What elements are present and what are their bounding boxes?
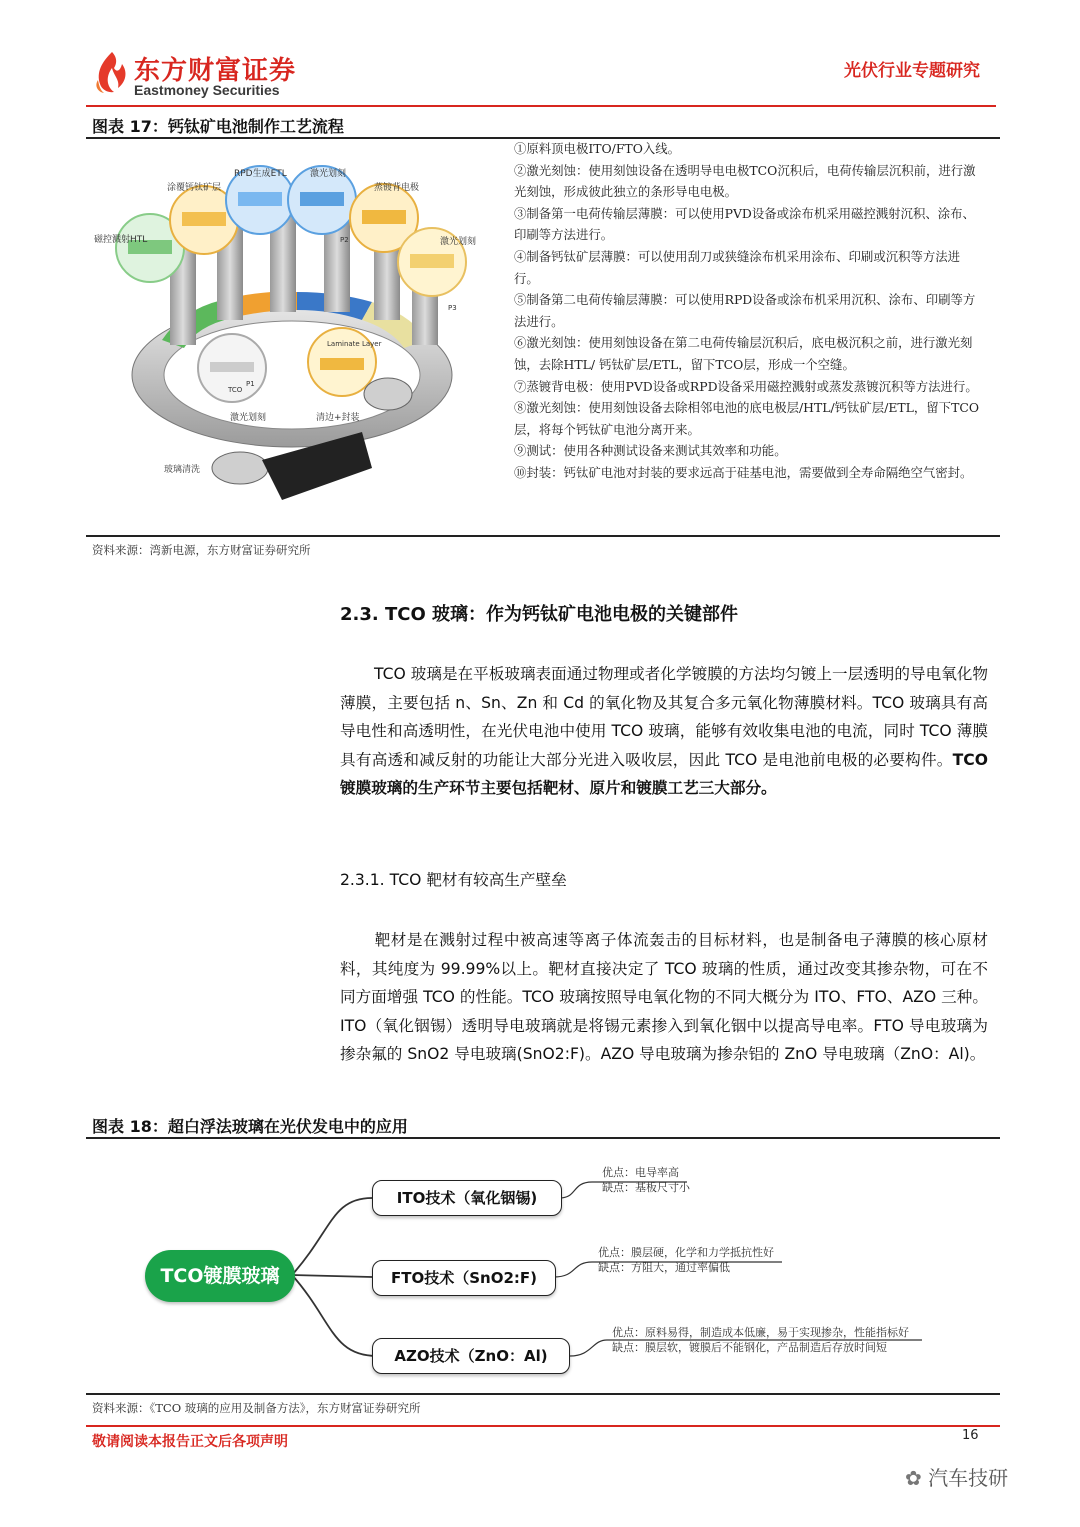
process-step: ⑦蒸镀背电极：使用PVD设备或RPD设备采用磁控溅射或蒸发蒸镀沉积等方法进行。: [514, 378, 978, 394]
figure17-source: 资料来源：湾新电源，东方财富证券研究所: [92, 543, 311, 557]
figure17-bottom-rule: [86, 535, 1000, 537]
paragraph-tco-intro-bold: TCO 镀膜玻璃的生产环节主要包括靶材、原片和镀膜工艺三大部分。: [340, 750, 988, 797]
diagram-label-laminate: Laminate Layer: [327, 340, 382, 348]
diagram-label-glass-clean: 玻璃清洗: [164, 465, 201, 475]
figure18-bottom-rule: [86, 1393, 1000, 1395]
company-logo: [92, 48, 332, 104]
diagram-label-evap: 蒸镀背电极: [374, 183, 420, 193]
tco-mind-map: [92, 1150, 992, 1390]
figure18-source: 资料来源：《TCO 玻璃的应用及制备方法》，东方财富证券研究所: [92, 1401, 421, 1415]
diagram-label-p3: P3: [448, 304, 457, 312]
diagram-label-p2: P2: [340, 236, 349, 244]
process-step: ②激光刻蚀：使用刻蚀设备在透明导电电极TCO沉积后，电荷传输层沉积前，进行激光刻蚀，形成彼此独立的条形导电电极。: [514, 162, 976, 200]
process-step: ⑧激光刻蚀：使用刻蚀设备去除相邻电池的底电极层/HTL/钙钛矿层/ETL，留下TCO层，将每个钙钛矿电池分离开来。: [514, 400, 979, 437]
page-number: 16: [962, 1428, 979, 1443]
azo-pros: 优点：原料易得，制造成本低廉，易于实现掺杂，性能指标好: [612, 1326, 909, 1339]
logo-chinese-name: 东方财富证券: [134, 56, 297, 86]
branch-fto: FTO技术（SnO2:F): [372, 1260, 556, 1296]
diagram-label-laser1: 激光划刻: [310, 169, 347, 179]
diagram-label-laser3: 激光划刻: [230, 413, 267, 423]
section-heading: 2.3. TCO 玻璃：作为钙钛矿电池电极的关键部件: [340, 604, 739, 625]
logo-english-name: Eastmoney Securities: [134, 82, 280, 98]
fto-cons: 缺点：方阻大，通过率偏低: [598, 1261, 730, 1274]
footer-divider: [86, 1425, 1000, 1427]
diagram-label-tco: TCO: [228, 386, 243, 394]
perovskite-process-diagram: [92, 150, 502, 525]
process-step: ⑤制备第二电荷传输层薄膜：可以使用RPD设备或涂布机采用沉积、涂布、印刷等方法进行。: [514, 292, 976, 329]
process-bubble-laminate: [308, 328, 376, 396]
watermark-text: 汽车技研: [928, 1466, 1009, 1490]
process-steps-list: [514, 138, 984, 484]
diagram-label-rpd-etl: RPD生成ETL: [234, 169, 287, 179]
process-step: ⑨测试：使用各种测试设备来测试其效率和功能。: [514, 443, 787, 459]
paragraph-tco-intro: [340, 660, 988, 803]
header-divider: [86, 105, 996, 107]
logo-flame-icon: [92, 50, 130, 94]
diagram-label-coat: 涂覆钙钛矿层: [167, 183, 222, 193]
paragraph-target-material: [340, 926, 988, 1069]
branch-ito: ITO技术（氧化铟锡): [372, 1180, 562, 1216]
diagram-label-htl: 磁控溅射HTL: [94, 235, 148, 245]
figure18-title: 图表 18：超白浮法玻璃在光伏发电中的应用: [92, 1117, 408, 1136]
process-step: ⑩封装：钙钛矿电池对封装的要求远高于硅基电池，需要做到全寿命隔绝空气密封。: [514, 464, 973, 480]
paragraph-tco-intro-text: TCO 玻璃是在平板玻璃表面通过物理或者化学镀膜的方法均匀镀上一层透明的导电氧化物薄膜，主要包括 n、Sn、Zn 和 Cd 的氧化物及其复合多元氧化物薄膜材料。TCO 玻璃具有高导电性和高透明性，在光伏电池中使用 TCO 玻璃，能够有效收集电池的电流，同时 TCO 薄膜具有高透和减反射的功能让大部分光进入吸收层，因此 TCO 是电池前电极的必要构件。: [340, 665, 988, 769]
azo-cons: 缺点：膜层软，镀膜后不能钢化，产品制造后存放时间短: [612, 1341, 887, 1354]
subsection-heading: 2.3.1. TCO 靶材有较高生产壁垒: [340, 871, 567, 889]
process-step: ①原料顶电极ITO/FTO入线。: [514, 141, 681, 156]
branch-azo: AZO技术（ZnO：Al): [372, 1338, 570, 1374]
process-step: ⑥激光刻蚀：使用刻蚀设备在第二电荷传输层沉积后，底电极沉积之前，进行激光刻蚀，去除HTL/ 钙钛矿层/ETL，留下TCO层，形成一个空缝。: [514, 335, 973, 372]
process-step: ④制备钙钛矿层薄膜：可以使用刮刀或狭缝涂布机采用涂布、印刷或沉积等方法进行。: [514, 248, 961, 286]
ito-pros: 优点：电导率高: [602, 1166, 679, 1179]
diagram-label-p1: P1: [246, 380, 255, 388]
ito-cons: 缺点：基板尺寸小: [602, 1181, 690, 1194]
mind-map-root: TCO镀膜玻璃: [145, 1250, 295, 1302]
fto-pros: 优点：膜层硬，化学和力学抵抗性好: [598, 1246, 774, 1259]
figure18-top-rule: [86, 1137, 1000, 1139]
diagram-label-clean-seal: 清边+封装: [316, 413, 360, 423]
diagram-label-laser2: 激光划刻: [440, 237, 477, 247]
report-type-title: 光伏行业专题研究: [844, 61, 980, 81]
figure17-title: 图表 17：钙钛矿电池制作工艺流程: [92, 117, 344, 136]
footer-disclaimer: 敬请阅读本报告正文后各项声明: [92, 1434, 288, 1450]
process-step: ③制备第一电荷传输层薄膜：可以使用PVD设备或涂布机采用磁控溅射沉积、涂布、印刷等方法进行。: [514, 205, 975, 243]
watermark: [905, 1462, 1008, 1491]
wechat-icon: ✿: [905, 1466, 922, 1490]
paragraph-target-material-text: 靶材是在溅射过程中被高速等离子体流轰击的目标材料，也是制备电子薄膜的核心原材料，其纯度为 99.99%以上。靶材直接决定了 TCO 玻璃的性质，通过改变其掺杂物，可在不同方面增强 TCO 的性能。TCO 玻璃按照导电氧化物的不同大概分为 ITO、FTO、AZO 三种。ITO（氧化铟锡）透明导电玻璃就是将锡元素掺入到氧化铟中以提高导电率。FTO 导电玻璃为掺杂氟的 SnO2 导电玻璃(SnO2:F)。AZO 导电玻璃为掺杂铝的 ZnO 导电玻璃（ZnO：Al)。: [340, 931, 988, 1063]
